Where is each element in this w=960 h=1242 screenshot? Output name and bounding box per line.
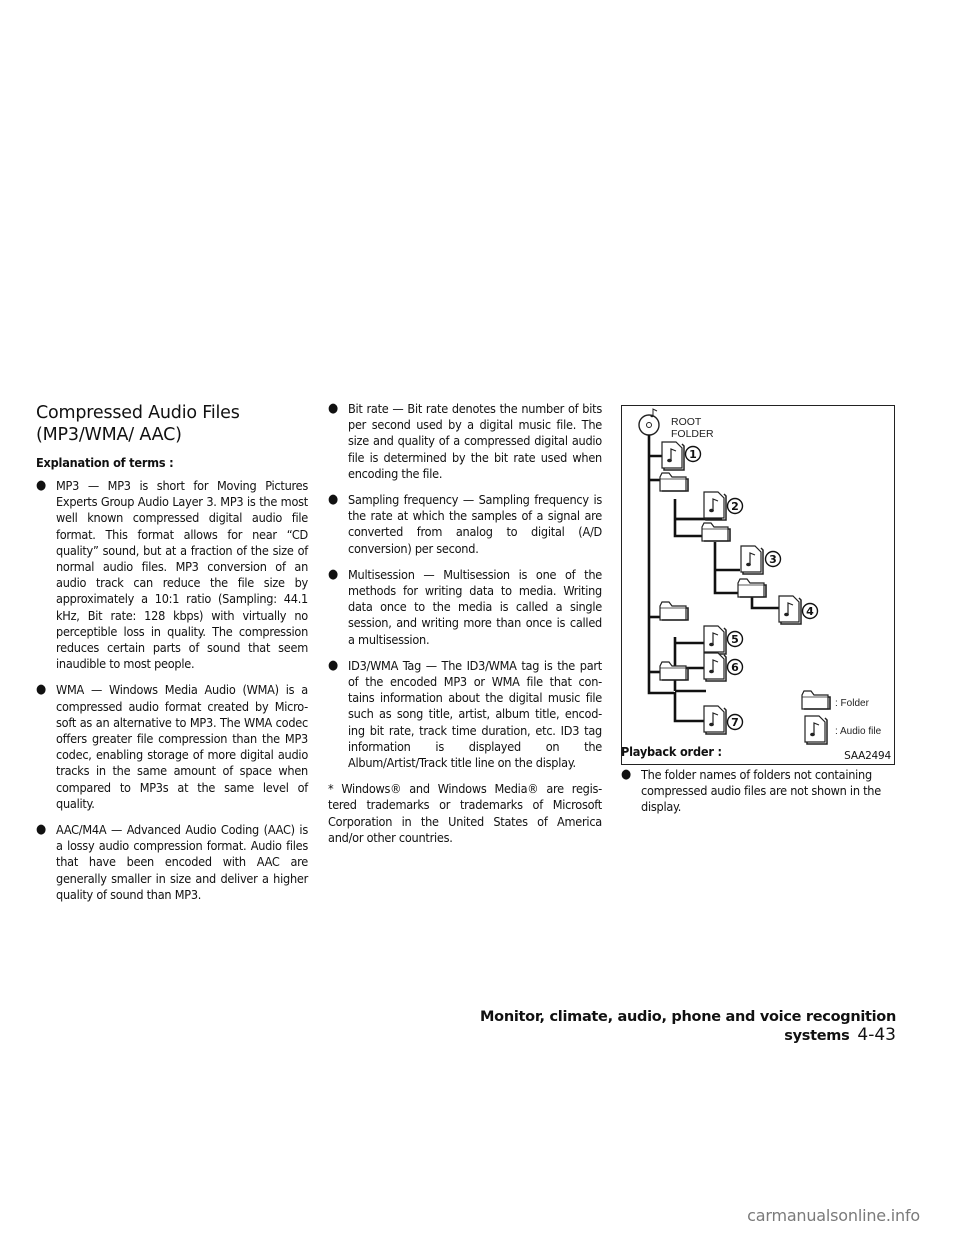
bullet-icon: ●	[621, 767, 631, 782]
legend-folder-label: : Folder	[835, 698, 869, 709]
audio-file-icon	[662, 442, 684, 470]
term-multisession	[328, 567, 602, 648]
legend-audio-file-icon	[805, 716, 827, 744]
root-label-line2: FOLDER	[671, 428, 714, 440]
bullet-icon: ●	[328, 492, 338, 508]
playback-subhead: Playback order :	[621, 744, 722, 759]
folder-tree-figure	[621, 405, 895, 765]
audio-file-icon	[704, 626, 726, 654]
audio-file-icon	[741, 546, 763, 574]
root-disc-icon	[639, 409, 659, 435]
number-badge: 2	[731, 500, 739, 513]
folder-tree-diagram	[622, 406, 894, 764]
term-text: Bit rate — Bit rate denotes the number of bits per second used by a digital music file. The size and quality of a compressed digital audio file is determined by the bit rate used when encoding the file.	[348, 401, 602, 481]
page-number: 4-43	[857, 1025, 896, 1045]
page-footer	[452, 1009, 896, 1045]
term-id3-tag	[328, 658, 602, 771]
column-left	[36, 455, 308, 913]
term-text: MP3 — MP3 is short for Moving Pictures Experts Group Audio Layer 3. MP3 is the most well known compressed digital audio file format. This format allows for near “CD quality” sound, but at a fraction of the size of normal audio files. MP3 conversion of an audio track can reduce the file size by approximately a 10:1 ratio (Sampling: 44.1 kHz, Bit rate: 128 kbps) with virtually no perceptible loss in quality. The compression reduces certain parts of sound that seem inaudible to most people.	[56, 478, 308, 672]
number-badge: 4	[806, 605, 814, 618]
audio-file-icon	[704, 653, 726, 681]
folder-icon	[738, 579, 766, 597]
term-text: AAC/M4A — Advanced Audio Coding (AAC) is a lossy audio compression format. Audio files that have been encoded with AAC are generally smaller in size and deliver a higher quality of sound than MP3.	[56, 822, 308, 902]
figure-code: SAA2494	[844, 750, 891, 762]
term-mp3	[36, 478, 308, 672]
bullet-icon: ●	[328, 657, 338, 673]
playback-item-text: The folder names of folders not containing compressed audio files are not shown in the display.	[641, 767, 881, 815]
watermark: carmanualsonline.info	[747, 1206, 920, 1225]
term-sampling-frequency	[328, 492, 602, 557]
number-badge: 1	[689, 448, 697, 461]
footer-title: Monitor, climate, audio, phone and voice recognition systems	[480, 1009, 896, 1044]
column-middle	[328, 401, 602, 846]
term-text: Sampling frequency — Sampling frequency is the rate at which the samples of a signal are converted from analog to digital (A/D conversion) per second.	[348, 492, 602, 556]
section-title: Compressed Audio Files (MP3/WMA/ AAC)	[36, 403, 240, 445]
folder-icon	[660, 602, 688, 620]
legend-folder-icon	[802, 691, 830, 709]
term-text: Multisession — Multisession is one of the methods for writing data to media. Writing data once to the media is called a single session, and writing more than once is called a multisession.	[348, 566, 602, 647]
number-badge: 6	[731, 661, 739, 674]
term-aac	[36, 822, 308, 903]
audio-file-icon	[779, 596, 801, 624]
bullet-icon: ●	[36, 682, 46, 698]
bullet-icon: ●	[328, 401, 338, 416]
number-badge: 7	[731, 716, 739, 729]
root-label-line1: ROOT	[671, 416, 702, 428]
explanation-subhead: Explanation of terms :	[36, 455, 174, 470]
number-badge: 5	[731, 633, 739, 646]
term-text: WMA — Windows Media Audio (WMA) is a compressed audio format created by Micro- soft as an alternative to MP3. The WMA codec offers greater file compression than the MP3 codec, enabling storage of more digital audio tracks in the same amount of space when compared to MP3s at the same level of quality.	[56, 682, 308, 811]
number-badge: 3	[769, 553, 777, 566]
bullet-icon: ●	[36, 478, 46, 493]
column-right	[621, 742, 896, 826]
term-wma	[36, 682, 308, 812]
term-text: ID3/WMA Tag — The ID3/WMA tag is the part of the encoded MP3 or WMA file that con- tains information about the digital music file such as song title, artist, album title, encod- ing bit rate, track time duration, etc. ID3 tag information is displayed on the Album/Artist/Track title line on the display.	[348, 657, 602, 771]
playback-item	[621, 767, 896, 816]
term-bit-rate	[328, 401, 602, 482]
audio-file-icon	[704, 492, 726, 520]
folder-icon	[660, 473, 688, 491]
trademark-footnote: * Windows® and Windows Media® are regis- tered trademarks or trademarks of Microsoft Corporation in the United States of America and/or other countries.	[328, 781, 602, 845]
bullet-icon: ●	[36, 822, 46, 838]
audio-file-icon	[704, 706, 726, 734]
bullet-icon: ●	[328, 566, 338, 582]
folder-icon	[702, 523, 730, 541]
legend-audio-label: : Audio file	[835, 726, 882, 737]
